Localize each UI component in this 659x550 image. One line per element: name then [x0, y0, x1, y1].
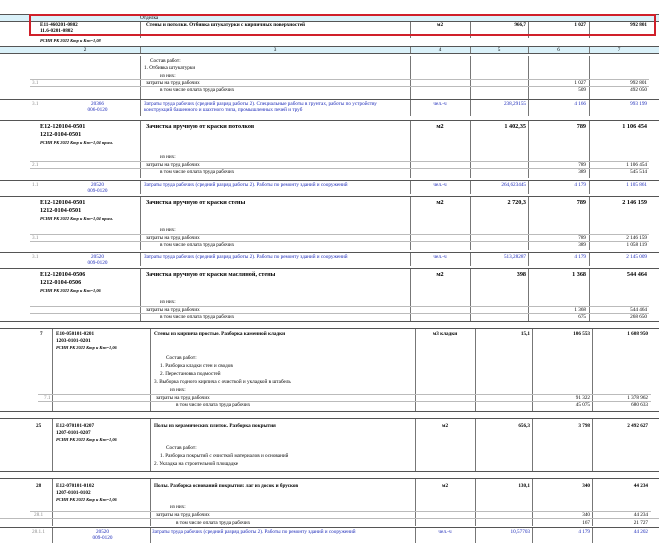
- block3-wage-total: 1 058 119: [626, 242, 647, 248]
- block4-incl: из них:: [160, 299, 176, 305]
- block4-labor: затраты на труд рабочих: [146, 307, 200, 313]
- block7-wage-row: [0, 518, 659, 526]
- block6-unit: м2: [441, 423, 449, 429]
- block4-wage: в том числе оплата труда рабочих: [160, 314, 235, 320]
- block1-res-idx: 3.1: [32, 101, 39, 107]
- block2-res-qty: 264,623445: [501, 182, 526, 188]
- block2-labor-total: 1 106 454: [626, 162, 647, 168]
- block6-price: 3 798: [578, 423, 590, 429]
- block3-title: Зачистка вручную от краски стены: [146, 199, 246, 206]
- block1-comp-title: Состав работ:: [150, 58, 181, 64]
- block3-incl: из них:: [160, 227, 176, 233]
- block1-res-code2: 006-0120: [87, 107, 108, 113]
- block6-item[interactable]: [0, 418, 659, 472]
- header-code: Е11-460201-0802: [40, 22, 78, 28]
- block1-details: [0, 56, 659, 100]
- block1-resource-row[interactable]: [0, 99, 659, 116]
- block2-labor-price: 789: [578, 162, 586, 168]
- block2-res-text: Затраты труда рабочих (средний разряд работы 2). Работы по ремонту зданий и сооружений: [144, 182, 348, 188]
- block2-res-price: 4 179: [574, 182, 586, 188]
- block7-labor-price: 340: [582, 512, 590, 518]
- header-title: Стены и потолки. Отбивка штукатурки с кирпичных поверхностей: [146, 22, 306, 28]
- block1-res-text: Затраты труда рабочих (средний разряд работы 2). Специальные работы в грунтах, работы по устройству конструкций башенного и шахтного типа, промышленных печей и труб: [144, 101, 377, 114]
- block7-res-code: 20520: [96, 529, 109, 535]
- block4-qty: 398: [516, 271, 526, 278]
- block7-title: Полы. Разборка оснований покрытия: лаг из досок и брусков: [154, 483, 299, 489]
- block1-wage: в том числе оплата труда рабочих: [160, 87, 235, 93]
- block1-res-unit: чел.-ч: [433, 101, 447, 107]
- block2-labor: затраты на труд рабочих: [146, 162, 200, 168]
- block3-unit: м2: [436, 199, 444, 206]
- block5-comp-title: Состав работ:: [166, 355, 197, 361]
- block1-res-total: 993 199: [630, 101, 647, 107]
- block1-labor-total: 992 801: [630, 80, 647, 86]
- block5-comp-3: 3. Выборка годного кирпича с очисткой и укладкой в штабель: [154, 379, 291, 385]
- block6-qty: 656,3: [518, 423, 530, 429]
- block7-incl: из них:: [170, 504, 186, 510]
- block5-price: 106 553: [573, 331, 590, 337]
- block7-resource-row[interactable]: [0, 527, 659, 543]
- col-2: 2: [83, 47, 87, 53]
- selection-highlight: [29, 14, 656, 36]
- block1-labor: затраты на труд рабочих: [146, 80, 200, 86]
- header-norm: РСНН РК 2022 Ктр и Кзп=1,08: [40, 38, 101, 43]
- header-code2: 11.6-0201-0802: [40, 28, 73, 34]
- block7-total: 44 234: [633, 483, 648, 489]
- block7-wage-price: 167: [582, 520, 590, 526]
- block5-labor-price: 91 322: [575, 395, 590, 401]
- header-unit: м2: [436, 22, 444, 28]
- block1-labor-price: 1 027: [574, 80, 586, 86]
- block2-incl: из них:: [160, 154, 176, 160]
- block5-item[interactable]: [0, 328, 659, 412]
- block5-wage: в том числе оплата труда рабочих: [176, 402, 251, 408]
- block7-code2: 1207-0101-0102: [56, 490, 91, 496]
- block2-norm: РСНН РК 2022 Ктр и Кзп=1,04 прим.: [40, 140, 114, 145]
- block2-wage: в том числе оплата труда рабочих: [160, 169, 235, 175]
- block7-res-qty: 10,57703: [510, 529, 530, 535]
- block2-res-unit: чел.-ч: [433, 182, 447, 188]
- block3-code2: 1212-0104-0501: [40, 207, 82, 214]
- block6-norm: РСНН РК 2022 Ктр и Кзп=1,06: [56, 437, 117, 442]
- block4-code2: 1212-0104-0506: [40, 279, 82, 286]
- block2-unit: м2: [436, 123, 444, 130]
- header-qty: 966,7: [514, 22, 526, 28]
- col-3: 3: [273, 47, 277, 53]
- block6-total: 2 492 627: [627, 423, 648, 429]
- block3-res-total: 2 145 009: [626, 254, 647, 260]
- block3-code: Е12-120104-0501: [40, 199, 86, 206]
- block4-code: Е12-120104-0506: [40, 271, 86, 278]
- column-number-row: [0, 46, 659, 54]
- block1-comp-1: 1. Отбивка штукатурки: [144, 65, 196, 71]
- block5-wage-price: 45 075: [575, 402, 590, 408]
- block4-title: Зачистка вручную от краски масляной, стены: [146, 271, 276, 278]
- block6-comp-1: 1. Разборка покрытий с очисткой материалов и оснований: [160, 453, 289, 459]
- block3-total: 2 146 159: [622, 199, 647, 206]
- block1-wage-price: 509: [578, 87, 586, 93]
- col-7: 7: [617, 47, 621, 53]
- block2-qty: 1 402,35: [504, 123, 526, 130]
- block3-item[interactable]: [0, 196, 659, 250]
- block3-labor-price: 789: [578, 235, 586, 241]
- block4-norm: РСНН РК 2022 Ктр и Кзп=1,06: [40, 288, 101, 293]
- block6-title: Полы из керамических плиток. Разборка покрытия: [154, 423, 276, 429]
- block3-qty: 2 720,3: [507, 199, 526, 206]
- block5-title: Стены из кирпича простые. Разборка каменной кладки: [154, 331, 286, 337]
- block4-labor-total: 544 464: [630, 307, 647, 313]
- block7-res-price: 4 179: [578, 529, 590, 535]
- block3-labor-idx: 3.1: [32, 235, 39, 241]
- block4-price: 1 368: [572, 271, 586, 278]
- block1-labor-idx: 3.1: [32, 80, 39, 86]
- block1-wage-total: 492 050: [630, 87, 647, 93]
- block2-res-total: 1 105 861: [626, 182, 647, 188]
- block5-labor-idx: 7.1: [44, 395, 51, 401]
- block2-title: Зачистка вручную от краски потолков: [146, 123, 255, 130]
- block3-res-qty: 513,28287: [503, 254, 526, 260]
- block3-labor-total: 2 146 159: [626, 235, 647, 241]
- block3-wage: в том числе оплата труда рабочих: [160, 242, 235, 248]
- block7-labor-total: 44 234: [633, 512, 648, 518]
- block2-res-code2: 009-0120: [87, 188, 108, 194]
- block7-res-unit: чел.-ч: [438, 529, 452, 535]
- block7-labor: затраты на труд рабочих: [156, 512, 210, 518]
- block4-item[interactable]: [0, 268, 659, 322]
- block7-labor-idx: 28.1: [34, 512, 44, 518]
- block3-res-price: 4 179: [574, 254, 586, 260]
- block5-total: 1 608 950: [627, 331, 648, 337]
- block3-resource-row[interactable]: [0, 252, 659, 266]
- block5-num: 7: [40, 331, 43, 337]
- block6-code: Е12-070101-0207: [56, 423, 95, 429]
- block2-wage-price: 389: [578, 169, 586, 175]
- block5-unit: м3 кладки: [432, 331, 458, 337]
- block7-wage-total: 21 727: [633, 520, 648, 526]
- block2-code2: 1212-0104-0501: [40, 131, 82, 138]
- block5-comp-2: 2. Перестановка подмостей: [160, 371, 221, 377]
- block7-item[interactable]: [0, 478, 659, 518]
- block2-res-code: 20520: [91, 182, 104, 188]
- block7-qty: 130,1: [518, 483, 530, 489]
- block6-comp-title: Состав работ:: [166, 445, 197, 451]
- block3-norm: РСНН РК 2022 Ктр и Кзп=1,04 прим.: [40, 216, 114, 221]
- block7-norm: РСНН РК 2022 Ктр и Кзп=1,06: [56, 497, 117, 502]
- block7-price: 340: [582, 483, 590, 489]
- block2-res-idx: 1.1: [32, 182, 39, 188]
- block5-code: Е10-050101-0201: [56, 331, 95, 337]
- block5-labor: затраты на труд рабочих: [156, 395, 210, 401]
- block7-res-total: 44 202: [633, 529, 648, 535]
- block7-res-idx: 28.1.1: [32, 529, 45, 535]
- block3-price: 789: [576, 199, 586, 206]
- block7-res-text: Затраты труда рабочих (средний разряд работы 2). Работы по ремонту зданий и сооружений: [152, 529, 356, 535]
- block5-code2: 1203-0101-0201: [56, 338, 91, 344]
- block2-item[interactable]: [0, 120, 659, 178]
- block2-price: 789: [576, 123, 586, 130]
- header-price: 1 027: [574, 22, 586, 28]
- block3-res-code2: 009-0120: [87, 260, 108, 266]
- block5-wage-total: 680 633: [631, 402, 648, 408]
- block5-incl: из них:: [170, 387, 186, 393]
- block3-res-idx: 3.1: [32, 254, 39, 260]
- block1-res-qty: 238,29155: [503, 101, 526, 107]
- block7-num: 28: [36, 483, 42, 489]
- block3-res-unit: чел.-ч: [433, 254, 447, 260]
- block4-wage-total: 268 650: [630, 314, 647, 320]
- block7-res-code2: 009-0120: [92, 535, 113, 541]
- block1-res-price: 4 166: [574, 101, 586, 107]
- block4-labor-price: 1 368: [574, 307, 586, 313]
- block7-wage: в том числе оплата труда рабочих: [176, 520, 251, 526]
- block1-res-code: 20366: [91, 101, 104, 107]
- header-total: 992 801: [630, 22, 647, 28]
- section-label: Отделка: [140, 15, 159, 21]
- col-6: 6: [557, 47, 560, 53]
- block3-res-text: Затраты труда рабочих (средний разряд работы 2). Работы по ремонту зданий и сооружений: [144, 254, 348, 260]
- block7-unit: м2: [441, 483, 449, 489]
- block3-wage-price: 389: [578, 242, 586, 248]
- block1-incl: из них:: [160, 73, 176, 79]
- block2-labor-idx: 2.1: [32, 162, 39, 168]
- block2-code: Е12-120104-0501: [40, 123, 86, 130]
- block5-labor-total: 1 378 962: [627, 395, 648, 401]
- block2-wage-total: 545 514: [630, 169, 647, 175]
- col-5: 5: [497, 47, 501, 53]
- block2-total: 1 106 454: [622, 123, 647, 130]
- block5-qty: 15,1: [520, 331, 530, 337]
- block6-code2: 1207-0101-0207: [56, 430, 91, 436]
- block4-wage-price: 675: [578, 314, 586, 320]
- block5-norm: РСНН РК 2022 Ктр и Кзп=1,06: [56, 345, 117, 350]
- block6-num: 25: [36, 423, 42, 429]
- col-4: 4: [438, 47, 442, 53]
- block4-total: 544 464: [626, 271, 647, 278]
- block2-resource-row[interactable]: [0, 180, 659, 194]
- block6-comp-2: 2. Укладка на строительной площадке: [154, 461, 239, 467]
- block3-res-code: 20520: [91, 254, 104, 260]
- block7-code: Е12-070101-0102: [56, 483, 95, 489]
- block4-unit: м2: [436, 271, 444, 278]
- block3-labor: затраты на труд рабочих: [146, 235, 200, 241]
- block5-comp-1: 1. Разборка кладки стен и сводов: [160, 363, 233, 369]
